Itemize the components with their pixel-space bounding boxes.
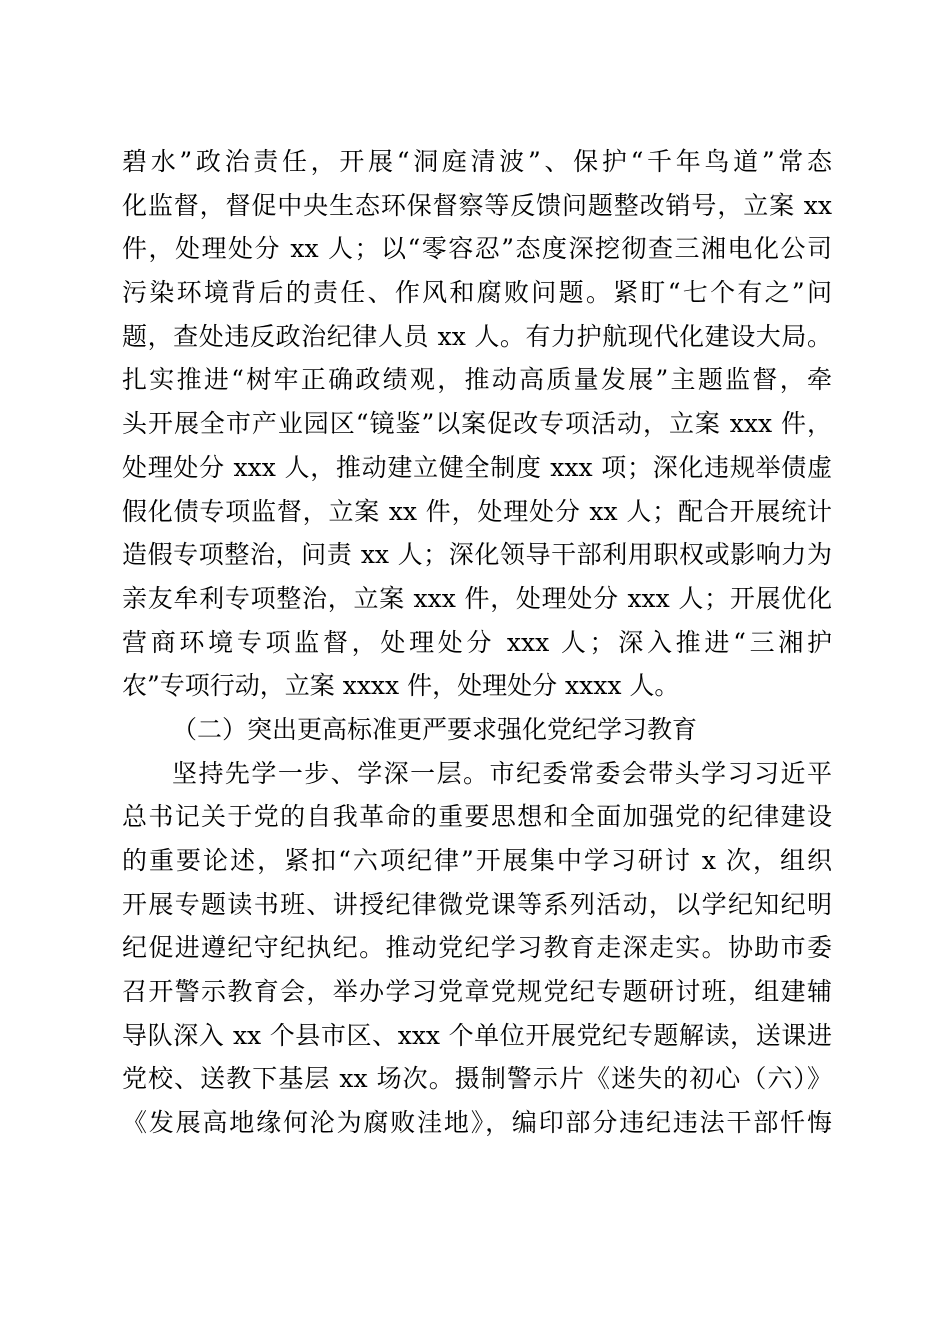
text-line: 召开警示教育会，举办学习党章党规党纪专题研讨班，组建辅: [122, 977, 832, 1007]
section-heading: （二）突出更高标准更严要求强化党纪学习教育: [172, 714, 698, 744]
text-line: 开展专题读书班、讲授纪律微党课等系列活动，以学纪知纪明: [122, 889, 832, 919]
text-line: 化监督，督促中央生态环保督察等反馈问题整改销号，立案 xx: [122, 190, 832, 220]
text-line: 亲友牟利专项整治，立案 xxx 件，处理处分 xxx 人；开展优化: [122, 583, 832, 613]
text-line: 坚持先学一步、学深一层。市纪委常委会带头学习习近平: [172, 758, 832, 788]
text-line: 总书记关于党的自我革命的重要思想和全面加强党的纪律建设: [122, 802, 832, 832]
text-line: 碧水”政治责任，开展“洞庭清波”、保护“千年鸟道”常态: [122, 147, 832, 176]
text-line: 农”专项行动，立案 xxxx 件，处理处分 xxxx 人。: [122, 671, 680, 701]
text-line: 导队深入 xx 个县市区、xxx 个单位开展党纪专题解读，送课进: [122, 1020, 832, 1050]
text-line: 营商环境专项监督，处理处分 xxx 人；深入推进“三湘护: [122, 627, 832, 657]
text-line: 扎实推进“树牢正确政绩观，推动高质量发展”主题监督，牵: [122, 365, 832, 395]
text-line: 处理处分 xxx 人，推动建立健全制度 xxx 项；深化违规举债虚: [122, 452, 832, 482]
text-line: 纪促进遵纪守纪执纪。推动党纪学习教育走深走实。协助市委: [122, 933, 832, 963]
text-line: 的重要论述，紧扣“六项纪律”开展集中学习研讨 x 次，组织: [122, 846, 832, 875]
body-paragraph-1: [122, 140, 832, 1145]
text-line: 造假专项整治，问责 xx 人；深化领导干部利用职权或影响力为: [122, 540, 832, 570]
text-line: 党校、送教下基层 xx 场次。摄制警示片《迷失的初心（六）》: [122, 1064, 832, 1094]
text-line: 头开展全市产业园区“镜鉴”以案促改专项活动，立案 xxx 件，: [122, 409, 832, 439]
text-line: 污染环境背后的责任、作风和腐败问题。紧盯“七个有之”问: [122, 278, 832, 308]
text-line: 假化债专项监督，立案 xx 件，处理处分 xx 人；配合开展统计: [122, 496, 832, 526]
text-line: 题，查处违反政治纪律人员 xx 人。有力护航现代化建设大局。: [122, 321, 832, 351]
text-line: 件，处理处分 xx 人；以“零容忍”态度深挖彻查三湘电化公司: [122, 234, 832, 264]
text-line: 《发展高地缘何沦为腐败洼地》，编印部分违纪违法干部忏悔: [122, 1108, 832, 1138]
